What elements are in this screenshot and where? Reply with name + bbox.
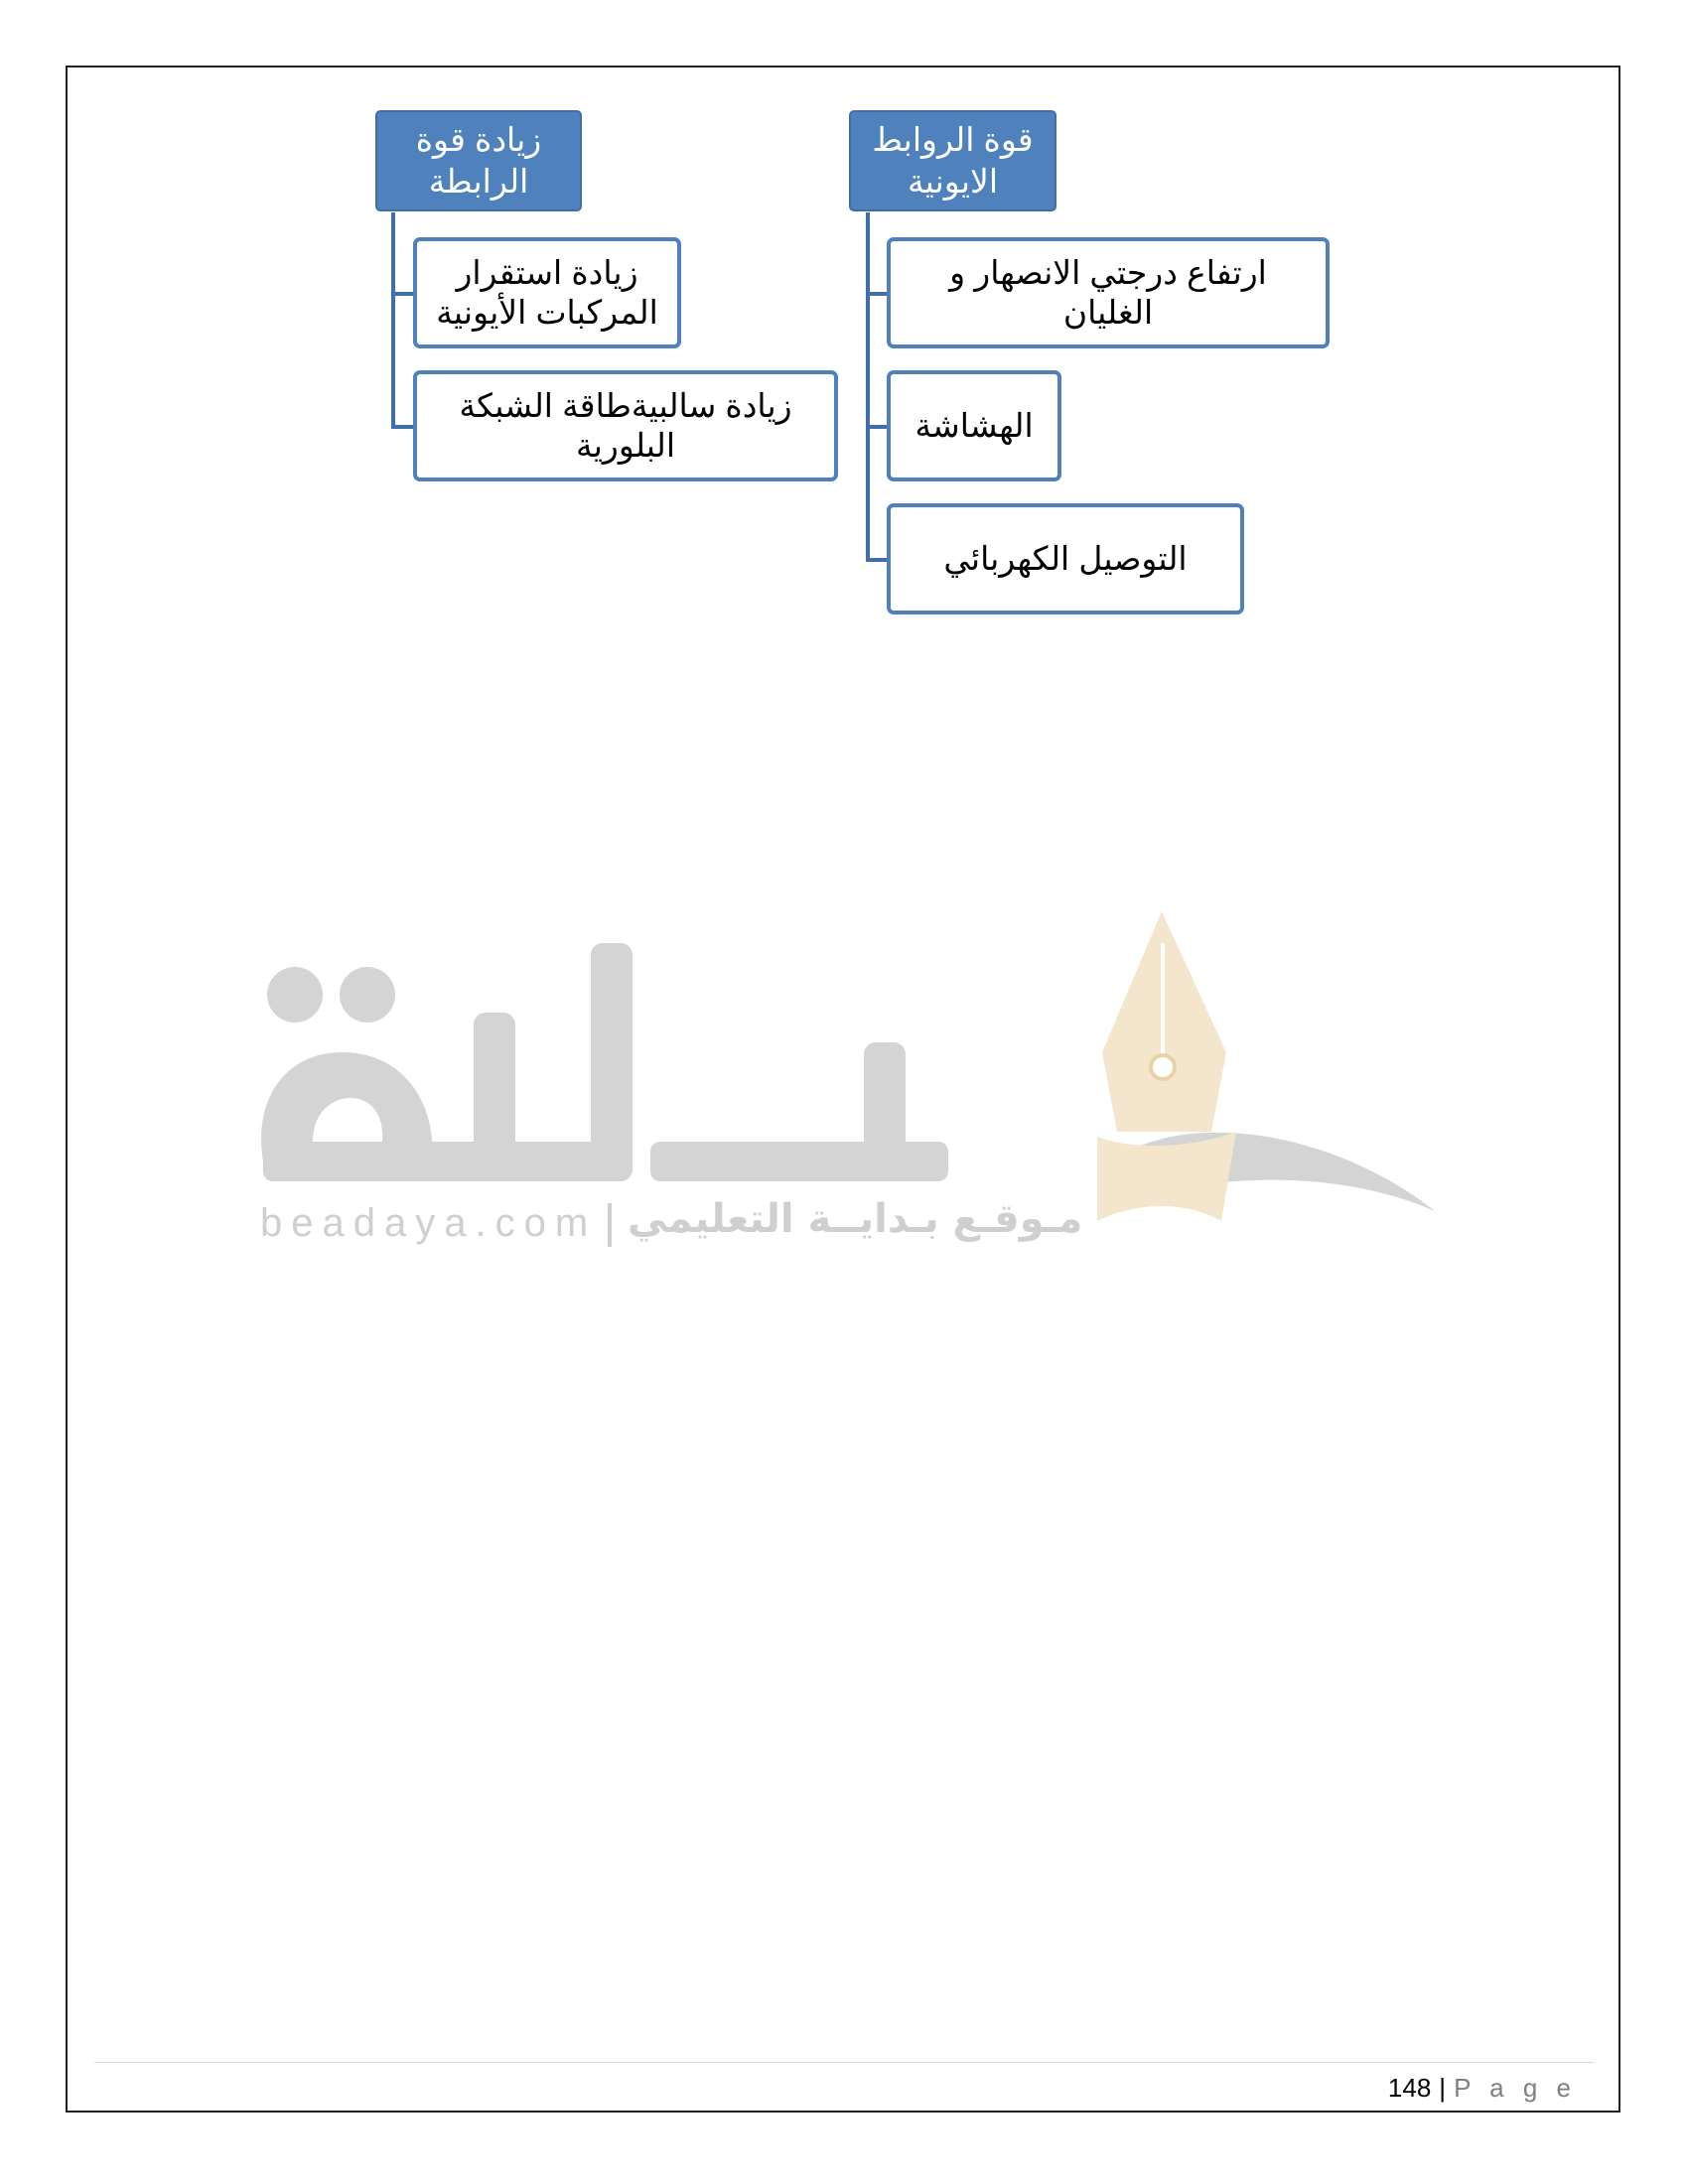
right-group-header: قوة الروابط الايونية — [849, 110, 1056, 211]
page-footer — [1388, 2073, 1577, 2104]
page-label: P a g e — [1454, 2073, 1577, 2103]
left-group-item-2: زيادة سالبيةطاقة الشبكة البلورية — [413, 370, 838, 481]
right-group-item-1: ارتفاع درجتي الانصهار و الغليان — [887, 237, 1330, 348]
right-group-item-3: التوصيل الكهربائي — [887, 503, 1244, 614]
right-group-item-2: الهشاشة — [887, 370, 1061, 481]
left-group-connector-branch-2 — [391, 425, 415, 429]
left-group-header: زيادة قوة الرابطة — [375, 110, 582, 211]
page-number: 148 — [1387, 2073, 1432, 2103]
footer-divider — [94, 2062, 1594, 2063]
right-group-connector-vertical — [866, 212, 870, 562]
watermark-arabic-letters — [261, 943, 1435, 1211]
footer-separator: | — [1439, 2073, 1447, 2103]
left-group-connector-vertical — [391, 212, 395, 429]
watermark-url: beadaya.com — [260, 1201, 598, 1245]
watermark-separator — [608, 1203, 612, 1247]
watermark-site-name: مـوقـع بـدايــة التعليمي — [628, 1196, 1083, 1242]
left-group-connector-branch-1 — [391, 292, 415, 296]
left-group-item-1: زيادة استقرار المركبات الأيونية — [413, 237, 681, 348]
